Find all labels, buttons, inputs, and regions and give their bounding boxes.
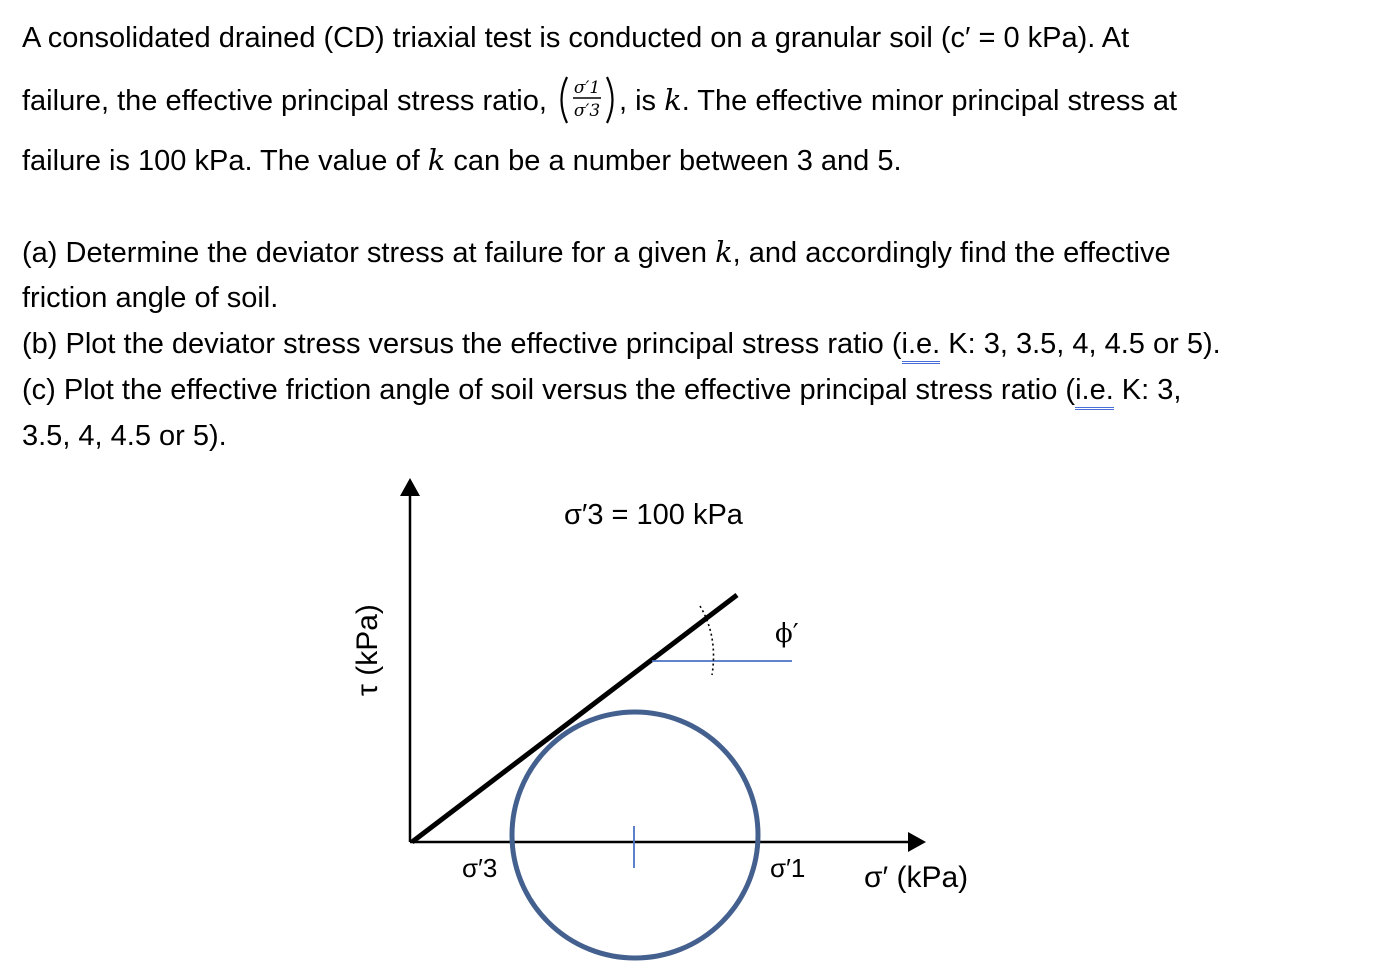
x-axis-label: σ′ (kPa): [864, 861, 969, 894]
part-b-text-1a: (b) Plot the deviator stress versus the effective principal stress ratio (: [22, 328, 902, 360]
intro-text-2b: , is: [619, 85, 665, 117]
intro-text-2a: failure, the effective principal stress ratio,: [22, 85, 555, 117]
intro-text-1: A consolidated drained (CD) triaxial test is conducted on a granular soil (c′ = 0 kPa). At: [22, 22, 1130, 54]
sigma-axis-arrowhead: [908, 832, 926, 852]
sigma1-axis-label: σ′1: [770, 853, 806, 883]
part-c-text-2: 3.5, 4, 4.5 or 5).: [22, 420, 227, 452]
part-c-text-1a: (c) Plot the effective friction angle of soil versus the effective principal stress ratio (: [22, 374, 1076, 406]
mohr-circle: [512, 712, 758, 958]
tau-axis-arrowhead: [400, 478, 420, 496]
ie-abbrev: i.e.: [1075, 374, 1114, 410]
sigma3-axis-label: σ′3: [462, 853, 498, 883]
ie-abbrev: i.e.: [902, 328, 941, 364]
k-symbol: k: [664, 83, 682, 117]
intro-text-2c: . The effective minor principal stress at: [681, 85, 1178, 117]
part-a-text-1a: (a) Determine the deviator stress at failure for a given: [22, 237, 716, 269]
part-a-text-2: friction angle of soil.: [22, 282, 279, 314]
y-axis-label: τ (kPa): [351, 604, 384, 696]
sigma3-equation-label: σ′3 = 100 kPa: [564, 499, 743, 531]
intro-text-3a: failure is 100 kPa. The value of: [22, 145, 428, 177]
ratio-denominator: σ′3: [573, 101, 601, 121]
intro-text-3b: can be a number between 3 and 5.: [445, 145, 902, 177]
part-c-text-1b: K: 3,: [1113, 374, 1182, 406]
part-a-text-1b: , and accordingly find the effective: [732, 237, 1171, 269]
phi-angle-label: ϕ′: [775, 619, 799, 649]
k-symbol: k: [715, 235, 733, 269]
failure-envelope-line: [412, 595, 737, 842]
part-b-text-1b: K: 3, 3.5, 4, 4.5 or 5).: [940, 328, 1221, 360]
ratio-numerator: σ′1: [573, 78, 601, 98]
k-symbol: k: [427, 143, 446, 177]
